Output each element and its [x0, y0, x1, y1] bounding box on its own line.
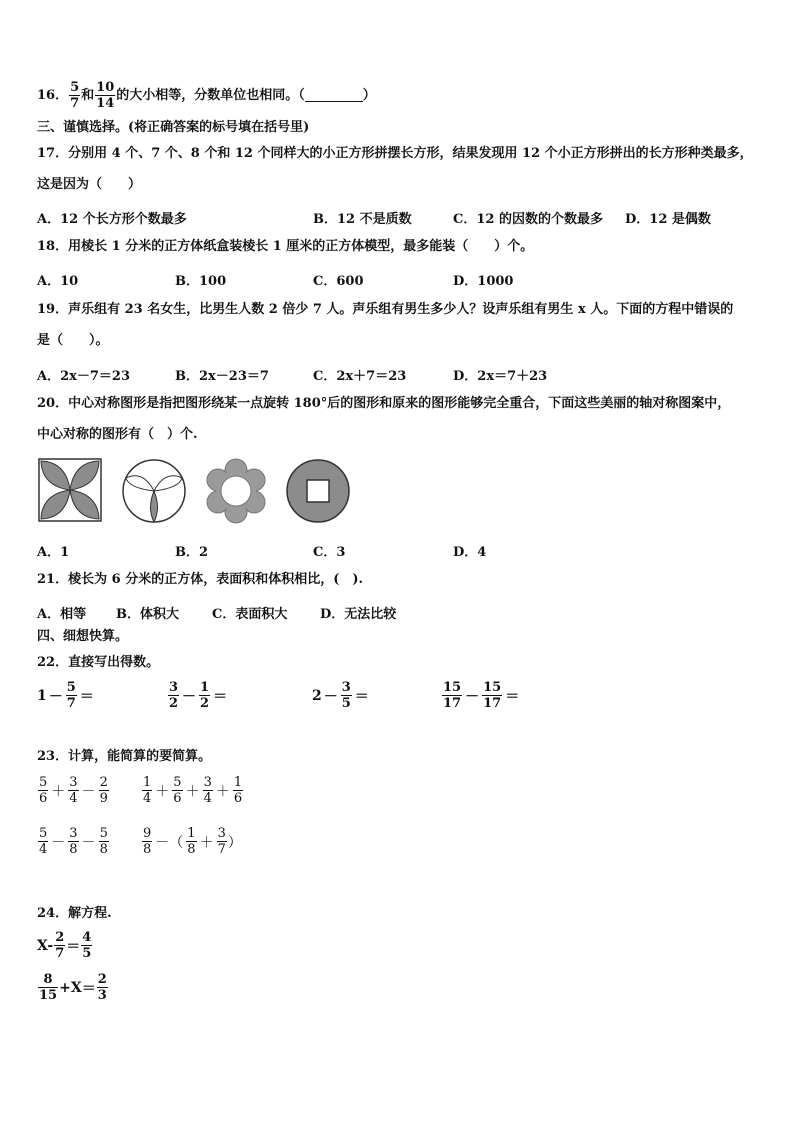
q21-option-d[interactable]: D．无法比较	[320, 607, 397, 622]
q20-figure-square-petals	[38, 458, 102, 522]
q21-stem: 21．棱长为 6 分米的正方体，表面积和体积相比，( ).	[37, 572, 364, 587]
q17-stem-line1: 17．分别用 4 个、7 个、8 个和 12 个同样大的小正方形拼摆长方形，结果发现用 12 个小正方形拼出的长方形种类最多，	[37, 146, 753, 161]
q16-answer-blank[interactable]	[305, 89, 363, 102]
q19-stem-line1: 19．声乐组有 23 名女生，比男生人数 2 倍少 7 人。声乐组有男生多少人？设声乐组有男生 x 人。下面的方程中错误的	[37, 302, 734, 317]
q20-option-b[interactable]: B．2	[175, 545, 209, 560]
q18-stem: 18．用棱长 1 分米的正方体纸盒装棱长 1 厘米的正方体模型，最多能装（ ）个。	[37, 239, 534, 254]
q17-stem-line2: 这是因为（ ）	[37, 177, 142, 192]
q18-option-c[interactable]: C．600	[313, 274, 364, 289]
q21-option-b[interactable]: B．体积大	[116, 607, 179, 622]
q22-expression-4: $\frac{15}{17}$ － $\frac{15}{17}$ ＝	[443, 680, 520, 711]
q24-title: 24．解方程.	[37, 906, 112, 921]
q21-option-a[interactable]: A．相等	[37, 607, 87, 622]
q16-close: ）	[362, 87, 376, 103]
q19-option-b[interactable]: B．2x－23＝7	[175, 369, 269, 384]
q23-expression-2: $\frac{1}{4}$ ＋ $\frac{5}{6}$ ＋ $\frac{3}{4}$ ＋ $\frac{1}{6}$	[143, 775, 243, 806]
q24-equation-2: $\frac{8}{15}$ +X ＝ $\frac{2}{3}$	[39, 972, 107, 1003]
section-3-heading: 三、谨慎选择。(将正确答案的标号填在括号里)	[37, 120, 310, 135]
q20-figure-flower	[203, 458, 269, 524]
q23-title: 23．计算，能简算的要简算。	[37, 749, 212, 764]
q23-expression-3: $\frac{5}{4}$ － $\frac{3}{8}$ － $\frac{5}{8}$	[39, 826, 108, 857]
q19-option-a[interactable]: A．2x－7＝23	[37, 369, 131, 384]
q20-option-a[interactable]: A．1	[37, 545, 70, 560]
q17-option-d[interactable]: D．12 是偶数	[625, 212, 711, 227]
q22-expression-3: 2 － $\frac{3}{5}$ ＝	[312, 680, 369, 711]
q17-option-a[interactable]: A．12 个长方形个数最多	[37, 212, 187, 227]
q24-equation-1: X- $\frac{2}{7}$ ＝ $\frac{4}{5}$	[37, 930, 92, 961]
section-4-heading: 四、细想快算。	[37, 629, 129, 644]
q16-number: 16．	[37, 87, 69, 103]
q22-title: 22．直接写出得数。	[37, 655, 160, 670]
q21-option-c[interactable]: C．表面积大	[212, 607, 288, 622]
q17-option-b[interactable]: B．12 不是质数	[313, 212, 412, 227]
q16-and: 和	[81, 87, 95, 103]
q16-fraction-1: $\frac{5}{7}$	[70, 80, 80, 111]
q20-stem-line2: 中心对称的图形有（ ）个.	[37, 427, 198, 442]
q23-expression-4: $\frac{9}{8}$ －（ $\frac{1}{8}$ ＋ $\frac{3}{7}$ ）	[143, 826, 242, 857]
q20-figure-coin	[285, 458, 351, 524]
q20-figure-circle-three-petals	[121, 458, 187, 524]
q18-option-d[interactable]: D．1000	[453, 274, 514, 289]
q22-expression-1: 1 － $\frac{5}{7}$ ＝	[37, 680, 94, 711]
q20-stem-line1: 20．中心对称图形是指把图形绕某一点旋转 180°后的图形和原来的图形能够完全重合，下面这些美丽的轴对称图案中，	[37, 396, 731, 411]
q19-option-c[interactable]: C．2x＋7＝23	[313, 369, 407, 384]
q20-option-c[interactable]: C．3	[313, 545, 346, 560]
q20-option-d[interactable]: D．4	[453, 545, 487, 560]
q23-expression-1: $\frac{5}{6}$ ＋ $\frac{3}{4}$ － $\frac{2}{9}$	[39, 775, 108, 806]
q19-stem-line2: 是（ ）。	[37, 333, 109, 348]
q18-option-b[interactable]: B．100	[175, 274, 227, 289]
q16-fraction-2: $\frac{10}{14}$	[96, 80, 115, 111]
q22-expression-2: $\frac{3}{2}$ － $\frac{1}{2}$ ＝	[169, 680, 228, 711]
q19-option-d[interactable]: D．2x＝7＋23	[453, 369, 548, 384]
q18-option-a[interactable]: A．10	[37, 274, 79, 289]
q17-option-c[interactable]: C．12 的因数的个数最多	[453, 212, 603, 227]
q16-text: 的大小相等，分数单位也相同。（	[116, 87, 305, 103]
q16	[37, 80, 376, 111]
